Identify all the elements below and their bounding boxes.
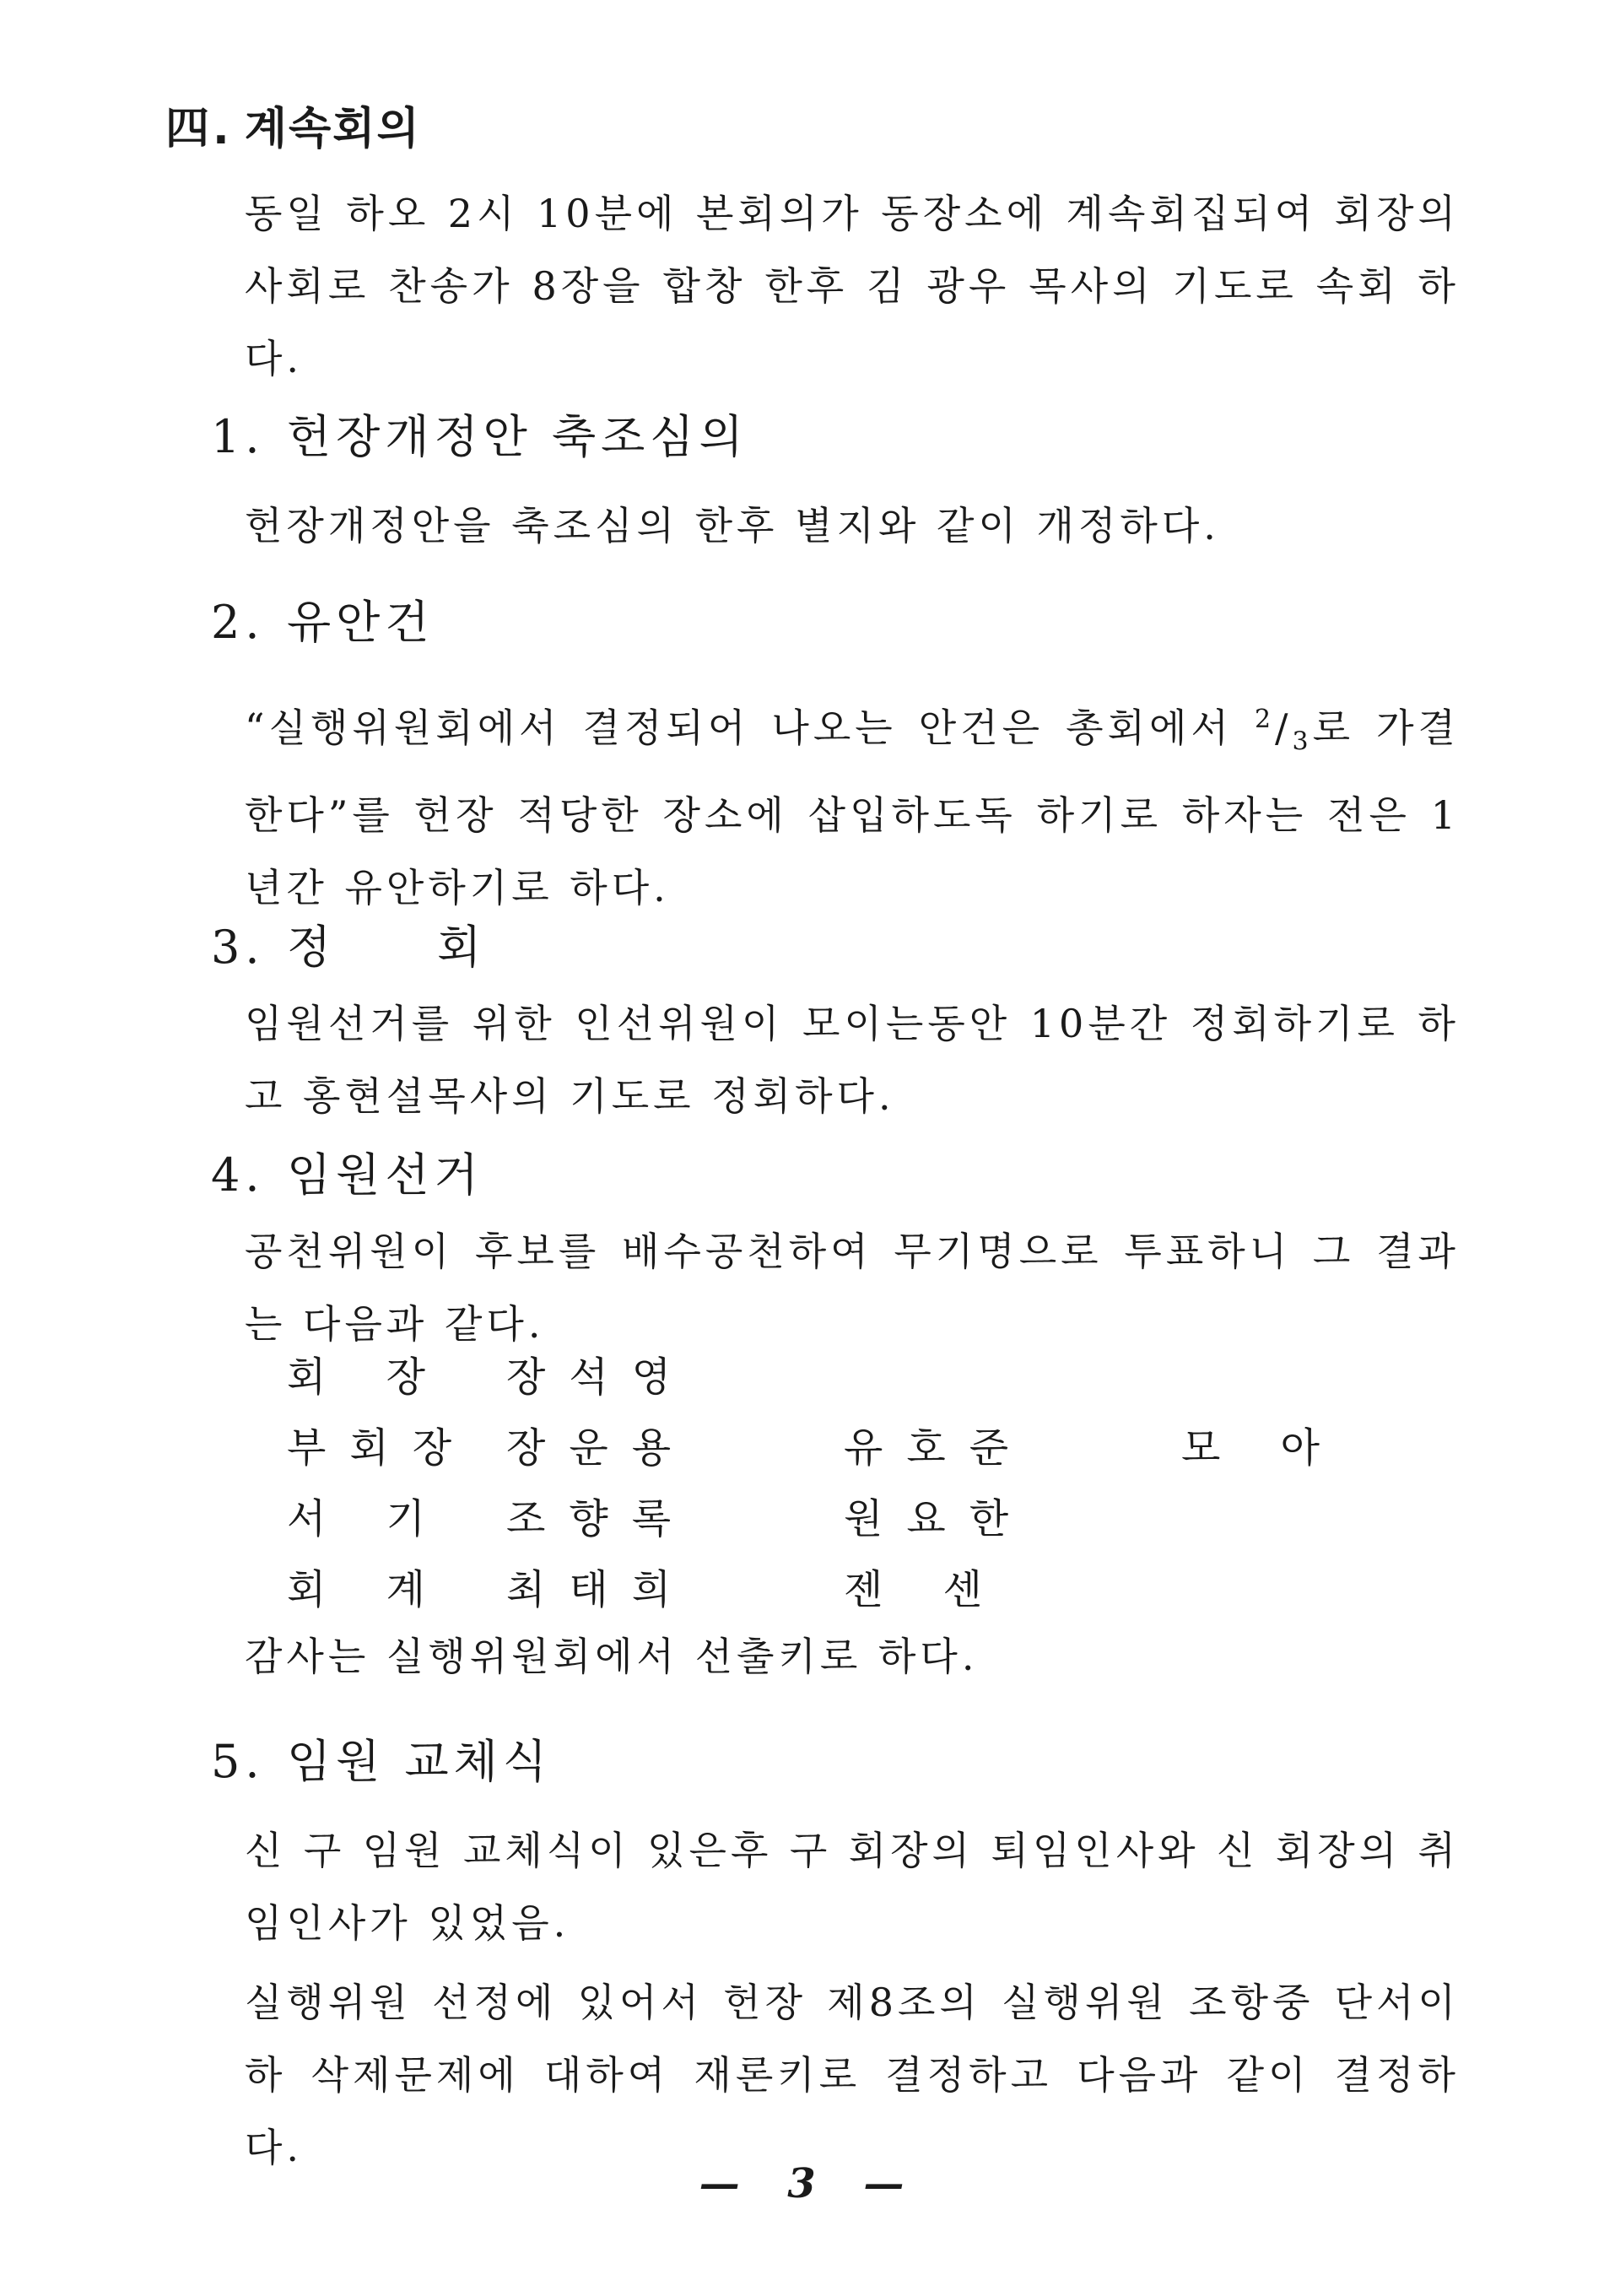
- item-heading-4: [211, 1139, 483, 1204]
- item-4-after-note: 감사는 실행위원회에서 선출키로 하다.: [245, 1634, 979, 1679]
- officer-name: [1181, 1554, 1434, 1625]
- intro-paragraph: 동일 하오 2시 10분에 본회의가 동장소에 계속회집되여 회장의 사회로 찬송가 8장을 합창 한후 김 광우 목사의 기도로 속회 하다.: [245, 191, 1460, 381]
- page-number: — 3 —: [699, 2160, 921, 2207]
- officer-row: [287, 1413, 1468, 1483]
- item-body-1: 헌장개정안을 축조심의 한후 별지와 같이 개정하다.: [245, 503, 1220, 548]
- item-body-3: 임원선거를 위한 인선위원이 모이는동안 10분간 정회하기로 하고 홍현설목사의 기도로 정회하다.: [245, 1001, 1460, 1119]
- item-body-5-second: 실행위원 선정에 있어서 헌장 제8조의 실행위원 조항중 단서이하 삭제문제에 대하여 재론키로 결정하고 다음과 같이 결정하다.: [245, 1980, 1460, 2170]
- officer-row: [287, 1342, 1468, 1413]
- item-title-1: 헌장개정안 축조심의: [287, 410, 748, 463]
- officer-name: 젠 센: [844, 1566, 1006, 1613]
- item-heading-3: [211, 911, 486, 976]
- item-body-5: 신 구 임원 교체식이 있은후 구 회장의 퇴임인사와 신 회장의 취임인사가 있었음.: [245, 1828, 1460, 1946]
- officer-name: 장석영: [506, 1353, 695, 1401]
- fraction-denominator: 3: [1292, 727, 1313, 757]
- officer-name: 원요한: [844, 1495, 1033, 1542]
- officer-role: 부회장: [287, 1424, 476, 1472]
- officer-name: [844, 1342, 1181, 1413]
- item-number-1: 1.: [211, 410, 265, 463]
- section-number: 四.: [165, 104, 233, 154]
- officer-role: 회 계: [287, 1566, 449, 1613]
- section-title: 계속회의: [244, 104, 421, 154]
- officer-name: 장운용: [506, 1424, 695, 1472]
- item-number-3: 3.: [211, 921, 265, 974]
- officer-name: [1181, 1342, 1434, 1413]
- item-body-2: “실행위원회에서 결정되어 나오는 안건은 총회에서 $^2/_3$로 가결한다”를 헌장 적당한 장소에 삽입하도독 하기로 하자는 전은 1년간 유안하기로 하다.: [245, 705, 1460, 910]
- section-heading: [165, 93, 421, 156]
- item-body-2-after: 로 가결한다”를 헌장 적당한 장소에 삽입하도독 하기로 하자는 전은 1년간 유안하기로 하다.: [245, 705, 1460, 910]
- fraction-numerator: 2: [1254, 705, 1276, 734]
- item-number-4: 4.: [211, 1148, 265, 1202]
- item-heading-2: [211, 586, 435, 651]
- officer-name: 모 아: [1181, 1424, 1343, 1472]
- item-body-2-before: “실행위원회에서 결정되어 나오는 안건은 총회에서: [245, 705, 1255, 751]
- officer-name: 유호준: [844, 1424, 1033, 1472]
- item-title-3: 정 회: [287, 921, 487, 974]
- officer-role: 회 장: [287, 1353, 449, 1401]
- item-title-4: 임원선거: [287, 1148, 483, 1202]
- officer-row: [287, 1483, 1468, 1554]
- item-number-5: 5.: [211, 1735, 265, 1788]
- item-title-5: 임원 교체식: [287, 1735, 552, 1788]
- item-title-2: 유안건: [287, 596, 435, 649]
- item-heading-5: [211, 1726, 552, 1791]
- officer-name: 최태희: [506, 1566, 695, 1613]
- officer-row: [287, 1554, 1468, 1625]
- item-body-4: 공천위원이 후보를 배수공천하여 무기명으로 투표하니 그 결과는 다음과 같다.: [245, 1229, 1460, 1347]
- officer-name: 조향록: [506, 1495, 695, 1542]
- officer-list: [287, 1342, 1468, 1625]
- item-number-2: 2.: [211, 596, 265, 649]
- item-heading-1: [211, 401, 748, 466]
- officer-role: 서 기: [287, 1495, 449, 1542]
- officer-name: [1181, 1483, 1434, 1554]
